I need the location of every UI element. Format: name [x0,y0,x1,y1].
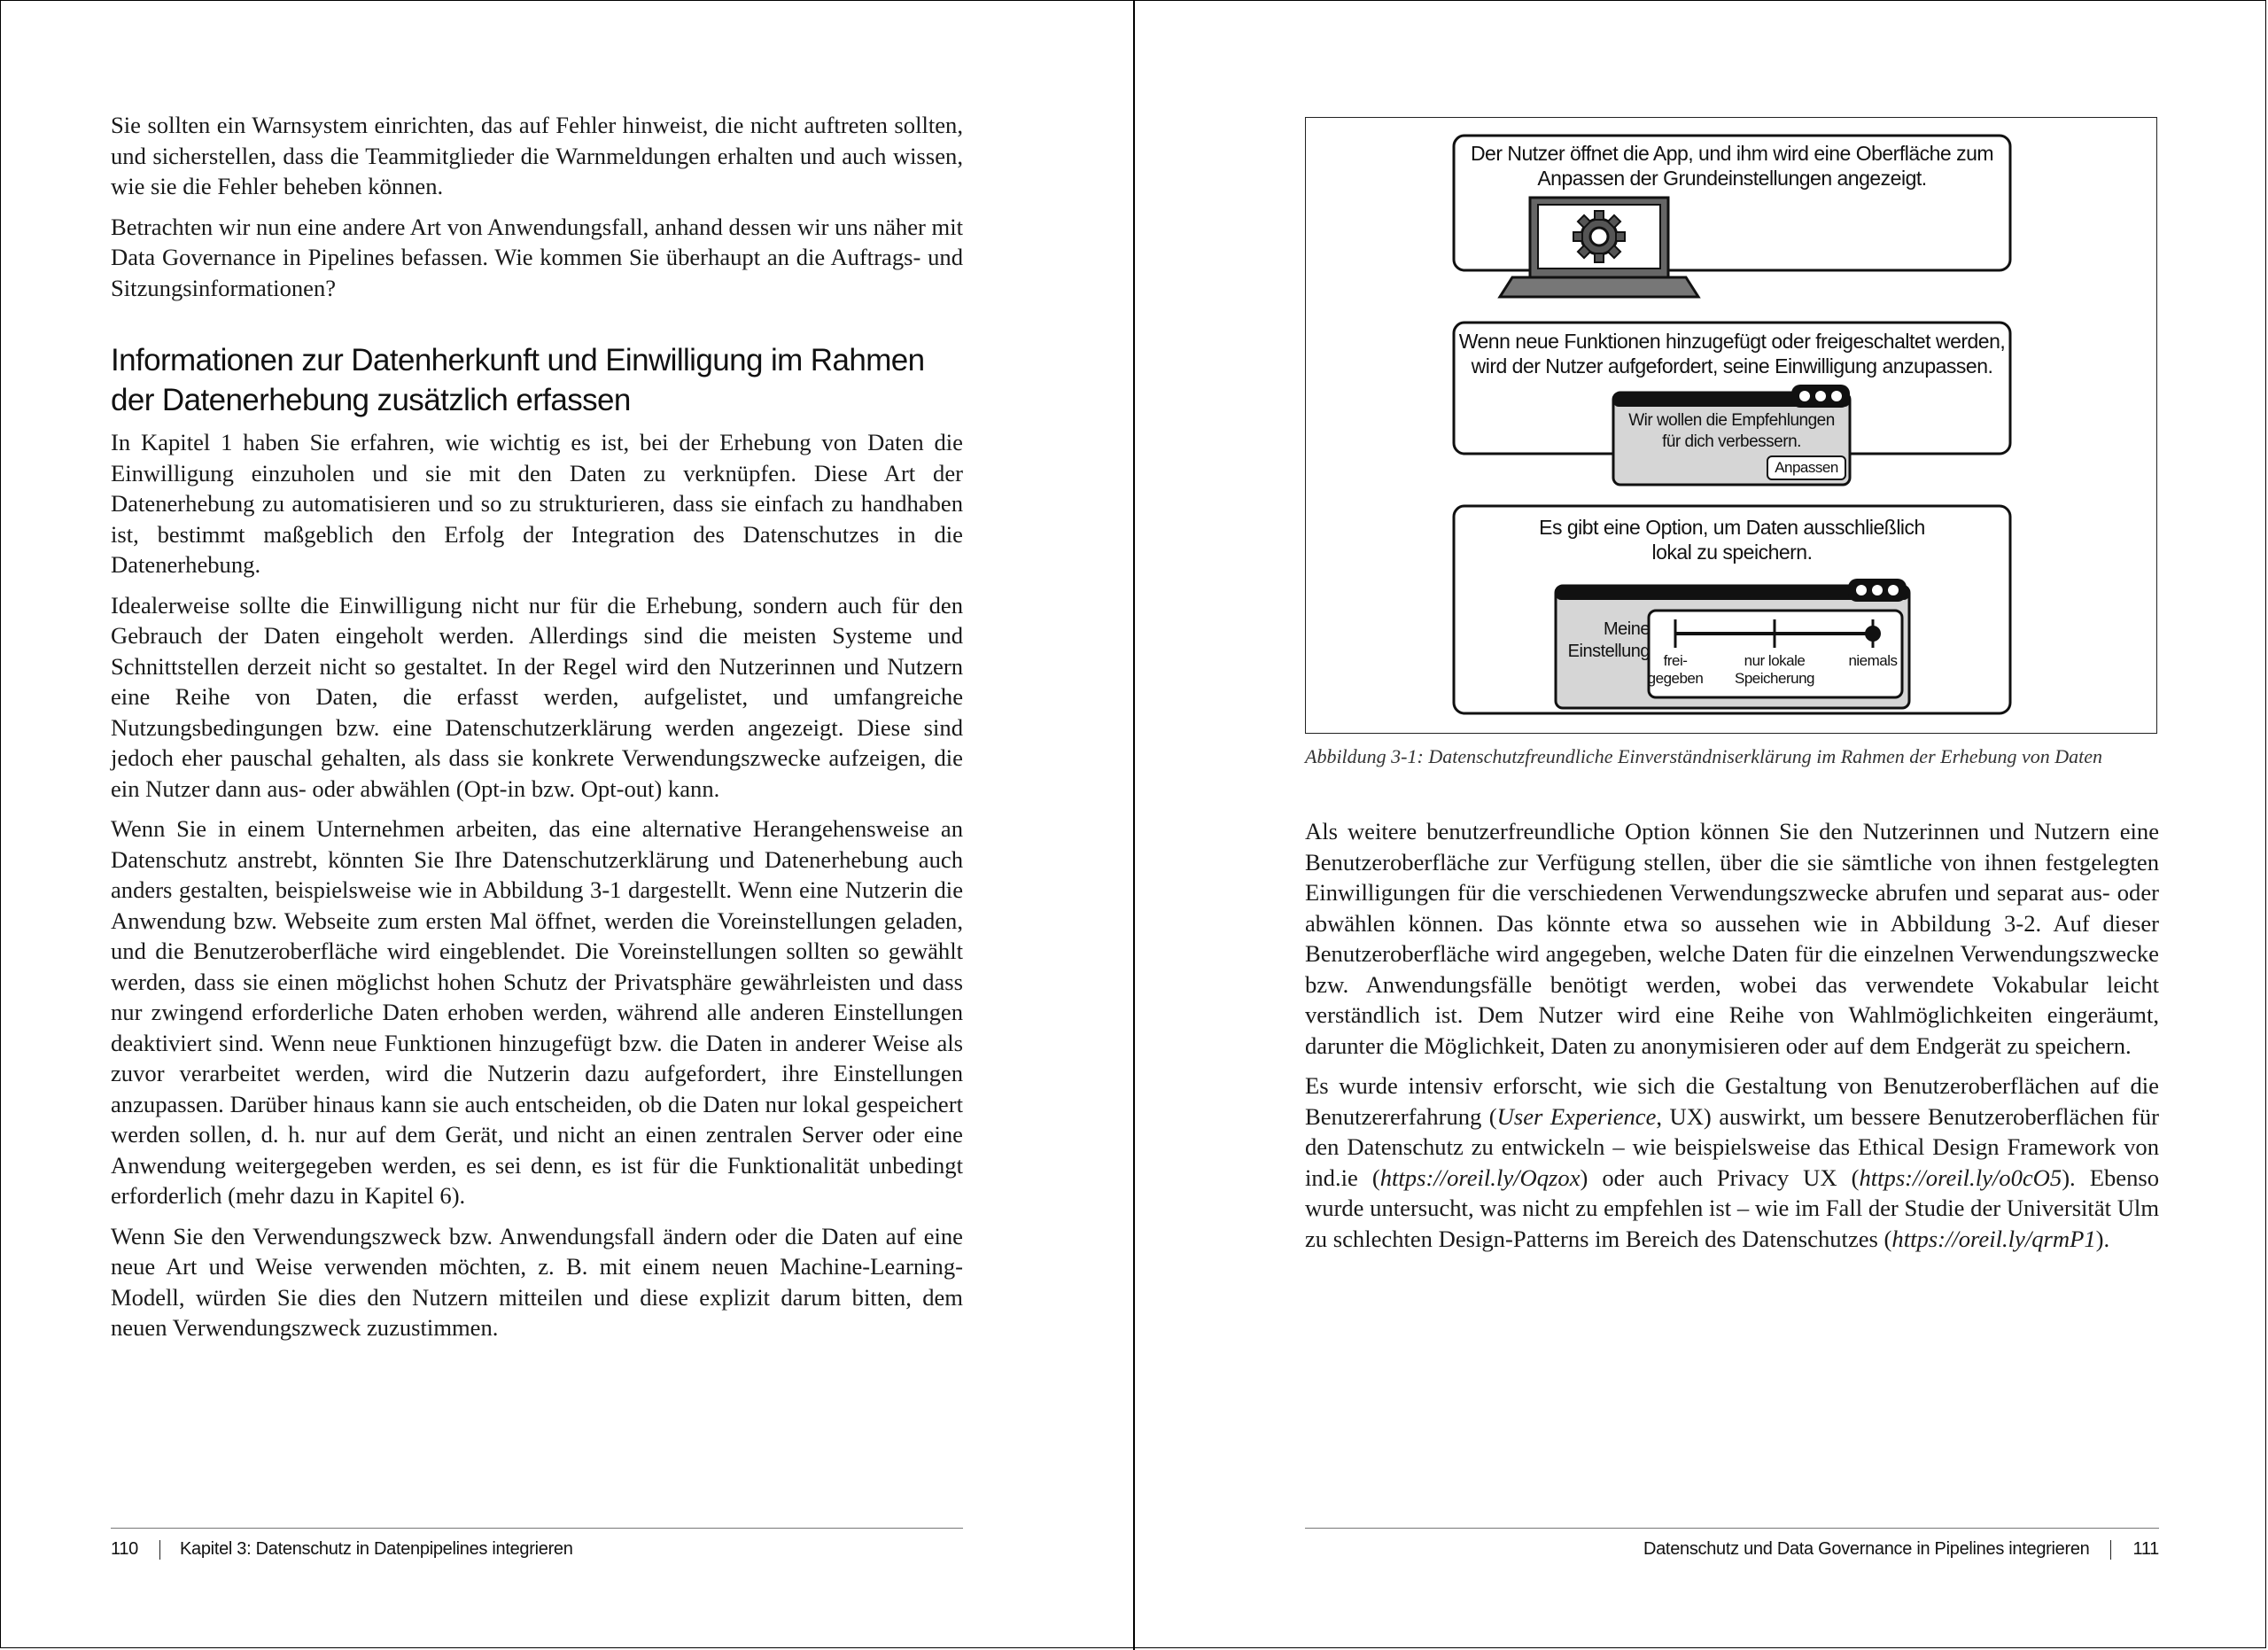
laptop-icon [1500,198,1698,297]
paragraph-warning-system: Sie sollten ein Warnsystem einrichten, das auf Fehler hinweist, die nicht auftreten sollten, und sicherstellen, dass die Teammitglieder die Warnmeldungen erhalten und auch wissen, wie sie die Fehler beheben können. [111,112,963,199]
slider-knob [1865,626,1881,642]
my-setting-label-line1: Meine [1604,619,1650,639]
slider-label-local-line2: Speicherung [1735,670,1814,687]
paragraph-new-purpose: Wenn Sie den Verwendungszweck bzw. Anwendungsfall ändern oder die Daten auf eine neue Art und Weise verwenden möchten, z. B. mit einem neuen Machine-Learning-Modell, würden Sie dies den Nutzern mitteilen und diese explizit darum bitten, dem neuen Verwendungszweck zuzustimmen. [111,1222,963,1341]
panel3-text [1456,515,2008,564]
slider-label-shared [1635,652,1715,688]
panel2-text-line2: wird der Nutzer aufgefordert, seine Einwilligung anzupassen. [1471,354,1993,377]
section-heading: Informationen zur Datenherkunft und Einwilligung im Rahmen der Datenerhebung zusätzlich erfassen [111,343,925,417]
footer-separator [2110,1540,2111,1560]
popup-message [1616,410,1847,453]
left-page [111,0,963,1650]
running-header-chapter: Kapitel 3: Datenschutz in Datenpipelines integrieren [180,1539,573,1559]
gear-icon [1573,211,1625,262]
panel1-text-line1: Der Nutzer öffnet die App, und ihm wird eine Oberfläche zum [1470,142,1994,165]
popup-adjust-button: Anpassen [1775,459,1838,476]
slider-label-shared-line2: gegeben [1647,670,1704,687]
ux-text-part4: ). Ebenso wurde untersucht, was nicht zu empfehlen ist – wie im Fall der Studie der Universität Ulm zu schlechten Design-Patterns im Bereich des Datenschutzes ( [1305,1164,2160,1252]
slider-label-never: niemals [1848,652,1898,669]
panel1-text [1456,141,2008,191]
paragraph-consent-collection: In Kapitel 1 haben Sie erfahren, wie wichtig es ist, bei der Erhebung von Daten die Einwilligung einzuholen und sie mit den Daten zu verknüpfen. Diese Art der Datenerhebung zu automatisieren und so zu strukturieren, dass sie einfach zu handhaben ist, bestimmt maßgeblich den Erfolg der Integration des Datenschutzes in die Datenerhebung. [111,429,963,578]
ux-text-part5: ). [2095,1225,2110,1252]
book-spine-divider [1133,0,1135,1650]
left-page-footer [111,1528,963,1560]
slider-label-shared-line1: frei- [1663,652,1688,669]
footer-rule [1305,1528,2159,1529]
footer-rule [111,1528,963,1529]
paragraph-alternative-approach: Wenn Sie in einem Unternehmen arbeiten, das eine alternative Herangehensweise an Datenschutz anstrebt, könnten Sie Ihre Datenschutzerklärung und Datenerhebung auch anders gestalten, beispielsweise wie in Abbildung 3-1 dargestellt. Wenn eine Nutzerin die Anwendung bzw. Webseite zum ersten Mal öffnet, werden die Voreinstellungen geladen, und die Benutzeroberfläche wird eingeblendet. Die Voreinstellungen sollten so gewählt werden, dass sie einen möglichst hohen Schutz der Privatsphäre gewährleisten und dass nur zwingend erforderliche Daten erhoben werden, während alle anderen Einstellungen deaktiviert sind. Wenn neue Funktionen hinzugefügt bzw. die Daten in anderer Weise als zuvor verarbeitet werden, wird die Nutzerin dazu aufgefordert, ihre Einstellungen anzupassen. Darüber hinaus kann sie auch entscheiden, ob die Daten nur lokal gespeichert werden sollen, d. h. nur auf dem Gerät, und nicht an einen zentralen Server oder eine Anwendung weitergegeben werden, es sei denn, es ist für die Funktionalität unbedingt erforderlich (mehr dazu in Kapitel 6). [111,815,963,1209]
ulm-study-link[interactable]: https://oreil.ly/qrmP1 [1891,1225,2096,1252]
left-page-body [111,110,963,1353]
popup-message-line1: Wir wollen die Empfehlungen [1628,411,1835,430]
panel2-text-line1: Wenn neue Funktionen hinzugefügt oder freigeschaltet werden, [1458,330,2006,353]
slider-label-local-line1: nur lokale [1744,652,1806,669]
ux-text-part1: Es wurde intensiv erforscht, wie sich die Gestaltung von Benutzeroberflächen auf die Benutzererfahrung ( [1305,1072,2159,1130]
panel3-text-line1: Es gibt eine Option, um Daten ausschließlich [1539,516,1925,539]
figure-caption: Abbildung 3-1: Datenschutzfreundliche Einverständniserklärung im Rahmen der Erhebung von Daten [1305,745,2103,767]
running-header-section: Datenschutz und Data Governance in Pipelines integrieren [1643,1539,2090,1559]
paragraph-use-case-intro: Betrachten wir nun eine andere Art von Anwendungsfall, anhand dessen wir uns näher mit Data Governance in Pipelines befassen. Wie kommen Sie überhaupt an die Auftrags- und Sitzungsinformationen? [111,213,963,301]
right-page-footer [1305,1528,2159,1560]
ux-term: User Experience [1496,1102,1657,1130]
page-number: 111 [2132,1539,2159,1559]
figure-consent-flow [1305,117,2157,734]
ux-text-part3: ) oder auch Privacy UX ( [1580,1164,1860,1191]
panel1-text-line2: Anpassen der Grundeinstellungen angezeigt. [1537,167,1927,190]
page-number: 110 [111,1539,138,1559]
footer-line [111,1539,963,1560]
right-page [1305,0,2159,1650]
right-page-body [1305,816,2159,1264]
ethical-design-link[interactable]: https://oreil.ly/Oqzox [1379,1164,1581,1191]
panel2-text [1456,329,2008,378]
panel3-text-line2: lokal zu speichern. [1651,541,1813,564]
paragraph-consent-usage: Idealerweise sollte die Einwilligung nicht nur für die Erhebung, sondern auch für den Gebrauch der Daten eingeholt werden. Allerdings sind die meisten Systeme und Schnittstellen derzeit nicht so gestaltet. In der Regel wird den Nutzerinnen und Nutzern eine Reihe von Daten, die erfasst werden, aufgelistet, und umfangreiche Nutzungsbedingungen bzw. eine Datenschutzerklärung werden angezeigt. Diese sind jedoch eher pauschal gehalten, als dass sie konkrete Verwendungszwecke aufzeigen, die ein Nutzer dann aus- oder abwählen (Opt-in bzw. Opt-out) kann. [111,591,963,802]
ux-text-part2: , UX) auswirkt, um bessere Benutzeroberflächen für den Datenschutz zu entwickeln – wie beispielsweise das Ethical Design Framework von ind.ie ( [1305,1102,2160,1191]
my-setting-label-line2: Einstellung [1567,642,1650,661]
footer-separator [159,1540,160,1560]
paragraph-ux-research [1305,1070,2159,1254]
popup-message-line2: für dich verbessern. [1662,432,1801,451]
paragraph-consent-overview: Als weitere benutzerfreundliche Option können Sie den Nutzerinnen und Nutzern eine Benutzeroberfläche zur Verfügung stellen, über die sie sämtliche von ihnen festgelegten Einwilligungen für die verschiedenen Verwendungszwecke abrufen und separat aus- oder abwählen können. Das könnte etwa so aussehen wie in Abbildung 3-2. Auf dieser Benutzeroberfläche wird angegeben, welche Daten für die einzelnen Verwendungszwecke bzw. Anwendungsfälle benötigt werden, wobei das verwendete Vokabular leicht verständlich ist. Dem Nutzer wird eine Reihe von Wahlmöglichkeiten eingeräumt, darunter die Möglichkeit, Daten zu anonymisieren oder auf dem Endgerät zu speichern. [1305,818,2159,1059]
privacy-ux-link[interactable]: https://oreil.ly/o0cO5 [1859,1164,2062,1191]
slider-label-local [1726,652,1823,688]
footer-line [1305,1539,2159,1560]
